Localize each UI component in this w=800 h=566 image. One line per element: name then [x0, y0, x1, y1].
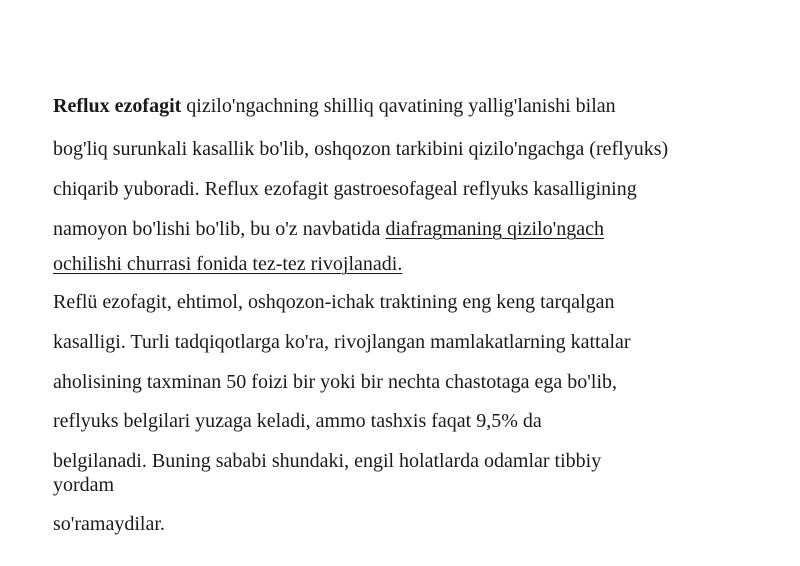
- paragraph2-line2: kasalligi. Turli tadqiqotlarga ko'ra, rivojlangan mamlakatlarning kattalar: [53, 331, 631, 353]
- paragraph2-line7: so'ramaydilar.: [53, 513, 165, 535]
- paragraph1-line1: [53, 95, 616, 117]
- paragraph1-line2: bog'liq surunkali kasallik bo'lib, oshqozon tarkibini qizilo'ngachga (reflyuks): [53, 138, 669, 160]
- paragraph1-line4-text: namoyon bo'lishi bo'lib, bu o'z navbatida: [53, 218, 386, 240]
- underlined-phrase-part2: ochilishi churrasi fonida tez-tez rivojlanadi.: [53, 253, 403, 275]
- underlined-phrase-part1: diafragmaning qizilo'ngach: [385, 218, 604, 240]
- paragraph1-line1-text: qizilo'ngachning shilliq qavatining yallig'lanishi bilan: [181, 95, 616, 117]
- paragraph2-line5: belgilanadi. Buning sababi shundaki, engil holatlarda odamlar tibbiy: [53, 450, 602, 472]
- term-heading: Reflux ezofagit: [53, 95, 182, 117]
- paragraph1-line4: [53, 218, 604, 240]
- paragraph2-line1: Reflü ezofagit, ehtimol, oshqozon-ichak traktining eng keng tarqalgan: [53, 291, 615, 313]
- paragraph2-line3: aholisining taxminan 50 foizi bir yoki bir nechta chastotaga ega bo'lib,: [53, 371, 618, 393]
- paragraph2-line4: reflyuks belgilari yuzaga keladi, ammo tashxis faqat 9,5% da: [53, 410, 542, 432]
- paragraph1-line3: chiqarib yuboradi. Reflux ezofagit gastroesofageal reflyuks kasalligining: [53, 178, 637, 200]
- paragraph1-line5: [53, 253, 402, 275]
- paragraph2-line6: yordam: [53, 474, 115, 496]
